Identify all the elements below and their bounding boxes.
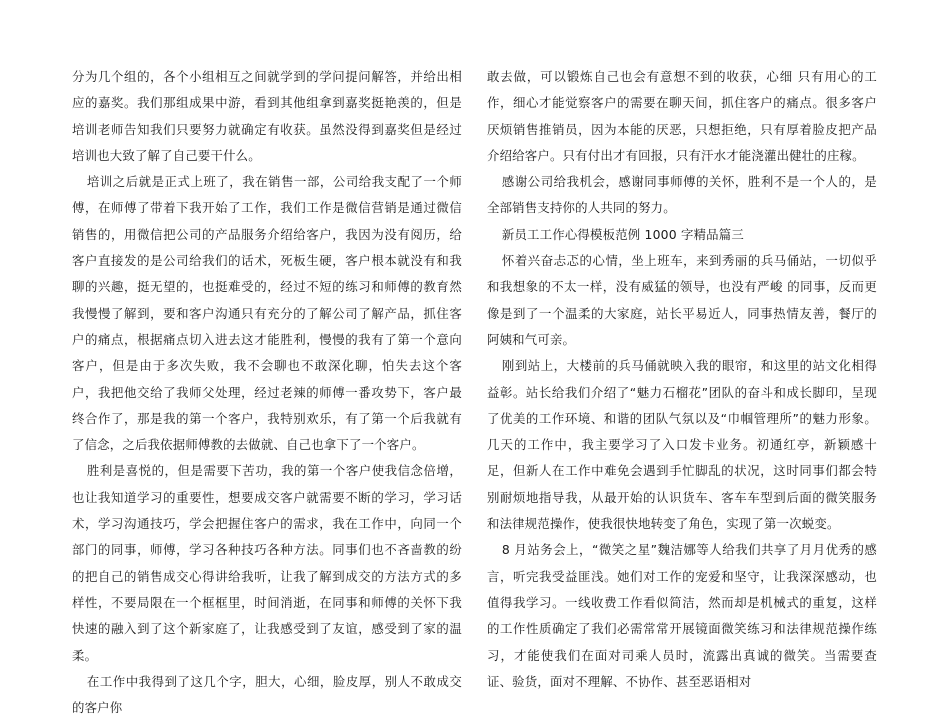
paragraph: 在工作中我得到了这几个字，胆大，心细，脸皮厚，别人不敢成交的客户你 — [72, 673, 462, 716]
section-heading: 新员工工作心得模板范例 1000 字精品篇三 — [501, 226, 744, 242]
paragraph: 分为几个组的，各个小组相互之间就学到的学问提问解答，并给出相应的嘉奖。我们那组成果中游，看到其他组拿到嘉奖挺艳羡的，但是培训老师告知我们只要努力就确定有收获。虽然没得到嘉奖但是经过培训也大致了解了自己要干什么。 — [72, 69, 462, 163]
paragraph: 8 月站务会上，“微笑之星”魏洁娜等人给我们共享了月月优秀的感言，听完我受益匪浅。她们对工作的宠爱和坚守，让我深深感动，也值得我学习。一线收费工作看似简洁，然而却是机械式的重复，这样的工作性质确定了我们必需常常开展镜面微笑练习和法律规范操作练习，才能使我们在面对司乘人员时，流露出真诚的微笑。当需要查证、验货，面对不理解、不协作、甚至恶语相对 — [487, 542, 877, 689]
left-text-column — [72, 64, 462, 721]
paragraph: 敢去做，可以锻炼自己也会有意想不到的收获，心细 只有用心的工作，细心才能觉察客户的需要在聊天间，抓住客户的痛点。很多客户厌烦销售推销员，因为本能的厌恶，只想拒绝，只有厚着脸皮把产品介绍给客户。只有付出才有回报，只有汗水才能浇灌出健壮的庄稼。 — [487, 69, 877, 163]
paragraph: 怀着兴奋忐忑的心情，坐上班车，来到秀丽的兵马俑站，一切似乎和我想象的不太一样，没有威猛的领导，也没有严峻 的同事，反而更像是到了一个温柔的大家庭，站长平易近人，同事热情友善，餐厅的阿姨和气可亲。 — [487, 253, 877, 347]
paragraph: 刚到站上，大楼前的兵马俑就映入我的眼帘，和这里的站文化相得益彰。站长给我们介绍了“魅力石榴花”团队的奋斗和成长脚印，呈现了优美的工作环境、和谐的团队气氛以及“巾帼管理所”的魅力形象。几天的工作中，我主要学习了入口发卡业务。初通红亭，新颖感十足，但新人在工作中难免会遇到手忙脚乱的状况，这时同事们都会特别耐烦地指导我，从最开始的认识货车、客车车型到后面的微笑服务和法律规范操作，使我很快地转变了角色，实现了第一次蜕变。 — [487, 358, 877, 532]
paragraph: 感谢公司给我机会，感谢同事师傅的关怀，胜利不是一个人的，是全部销售支持你的人共同的努力。 — [487, 174, 877, 216]
paragraph: 培训之后就是正式上班了，我在销售一部，公司给我支配了一个师傅，在师傅了带着下我开始了工作，我们工作是微信营销是通过微信销售的，用微信把公司的产品服务介绍给客户，我因为没有阅历，给客户直接发的是公司给我们的话术，死板生硬，客户根本就没有和我聊的兴趣，挺无望的，也挺难受的，经过不短的练习和师傅的教育然我慢慢了解到，要和客户沟通只有充分的了解公司了解产品，抓住客户的痛点，根据痛点切入进去这才能胜利，慢慢的我有了第一个意向客户，但是由于多次失败，我不会聊也不敢深化聊，怕失去这个客户，我把他交给了我师父处理，经过老辣的师傅一番攻势下，客户最终合作了，那是我的第一个客户，我特别欢乐，有了第一个后我就有了信念，之后我依据师傅教的去做就、自己也拿下了一个客户。 — [72, 174, 462, 453]
paragraph: 胜利是喜悦的，但是需要下苦功，我的第一个客户使我信念倍增，也让我知道学习的重要性，想要成交客户就需要不断的学习，学习话术，学习沟通技巧，学会把握住客户的需求，我在工作中，向同一个部门的同事，师傅，学习各种技巧各种方法。同事们也不吝啬教的纷的把自己的销售成交心得讲给我听，让我了解到成交的方法方式的多样性，不要局限在一个框框里，时间消逝，在同事和师傅的关怀下我快速的融入到了这个新家庭了，让我感受到了友谊，感受到了家的温柔。 — [72, 463, 462, 663]
right-text-column — [487, 64, 877, 695]
